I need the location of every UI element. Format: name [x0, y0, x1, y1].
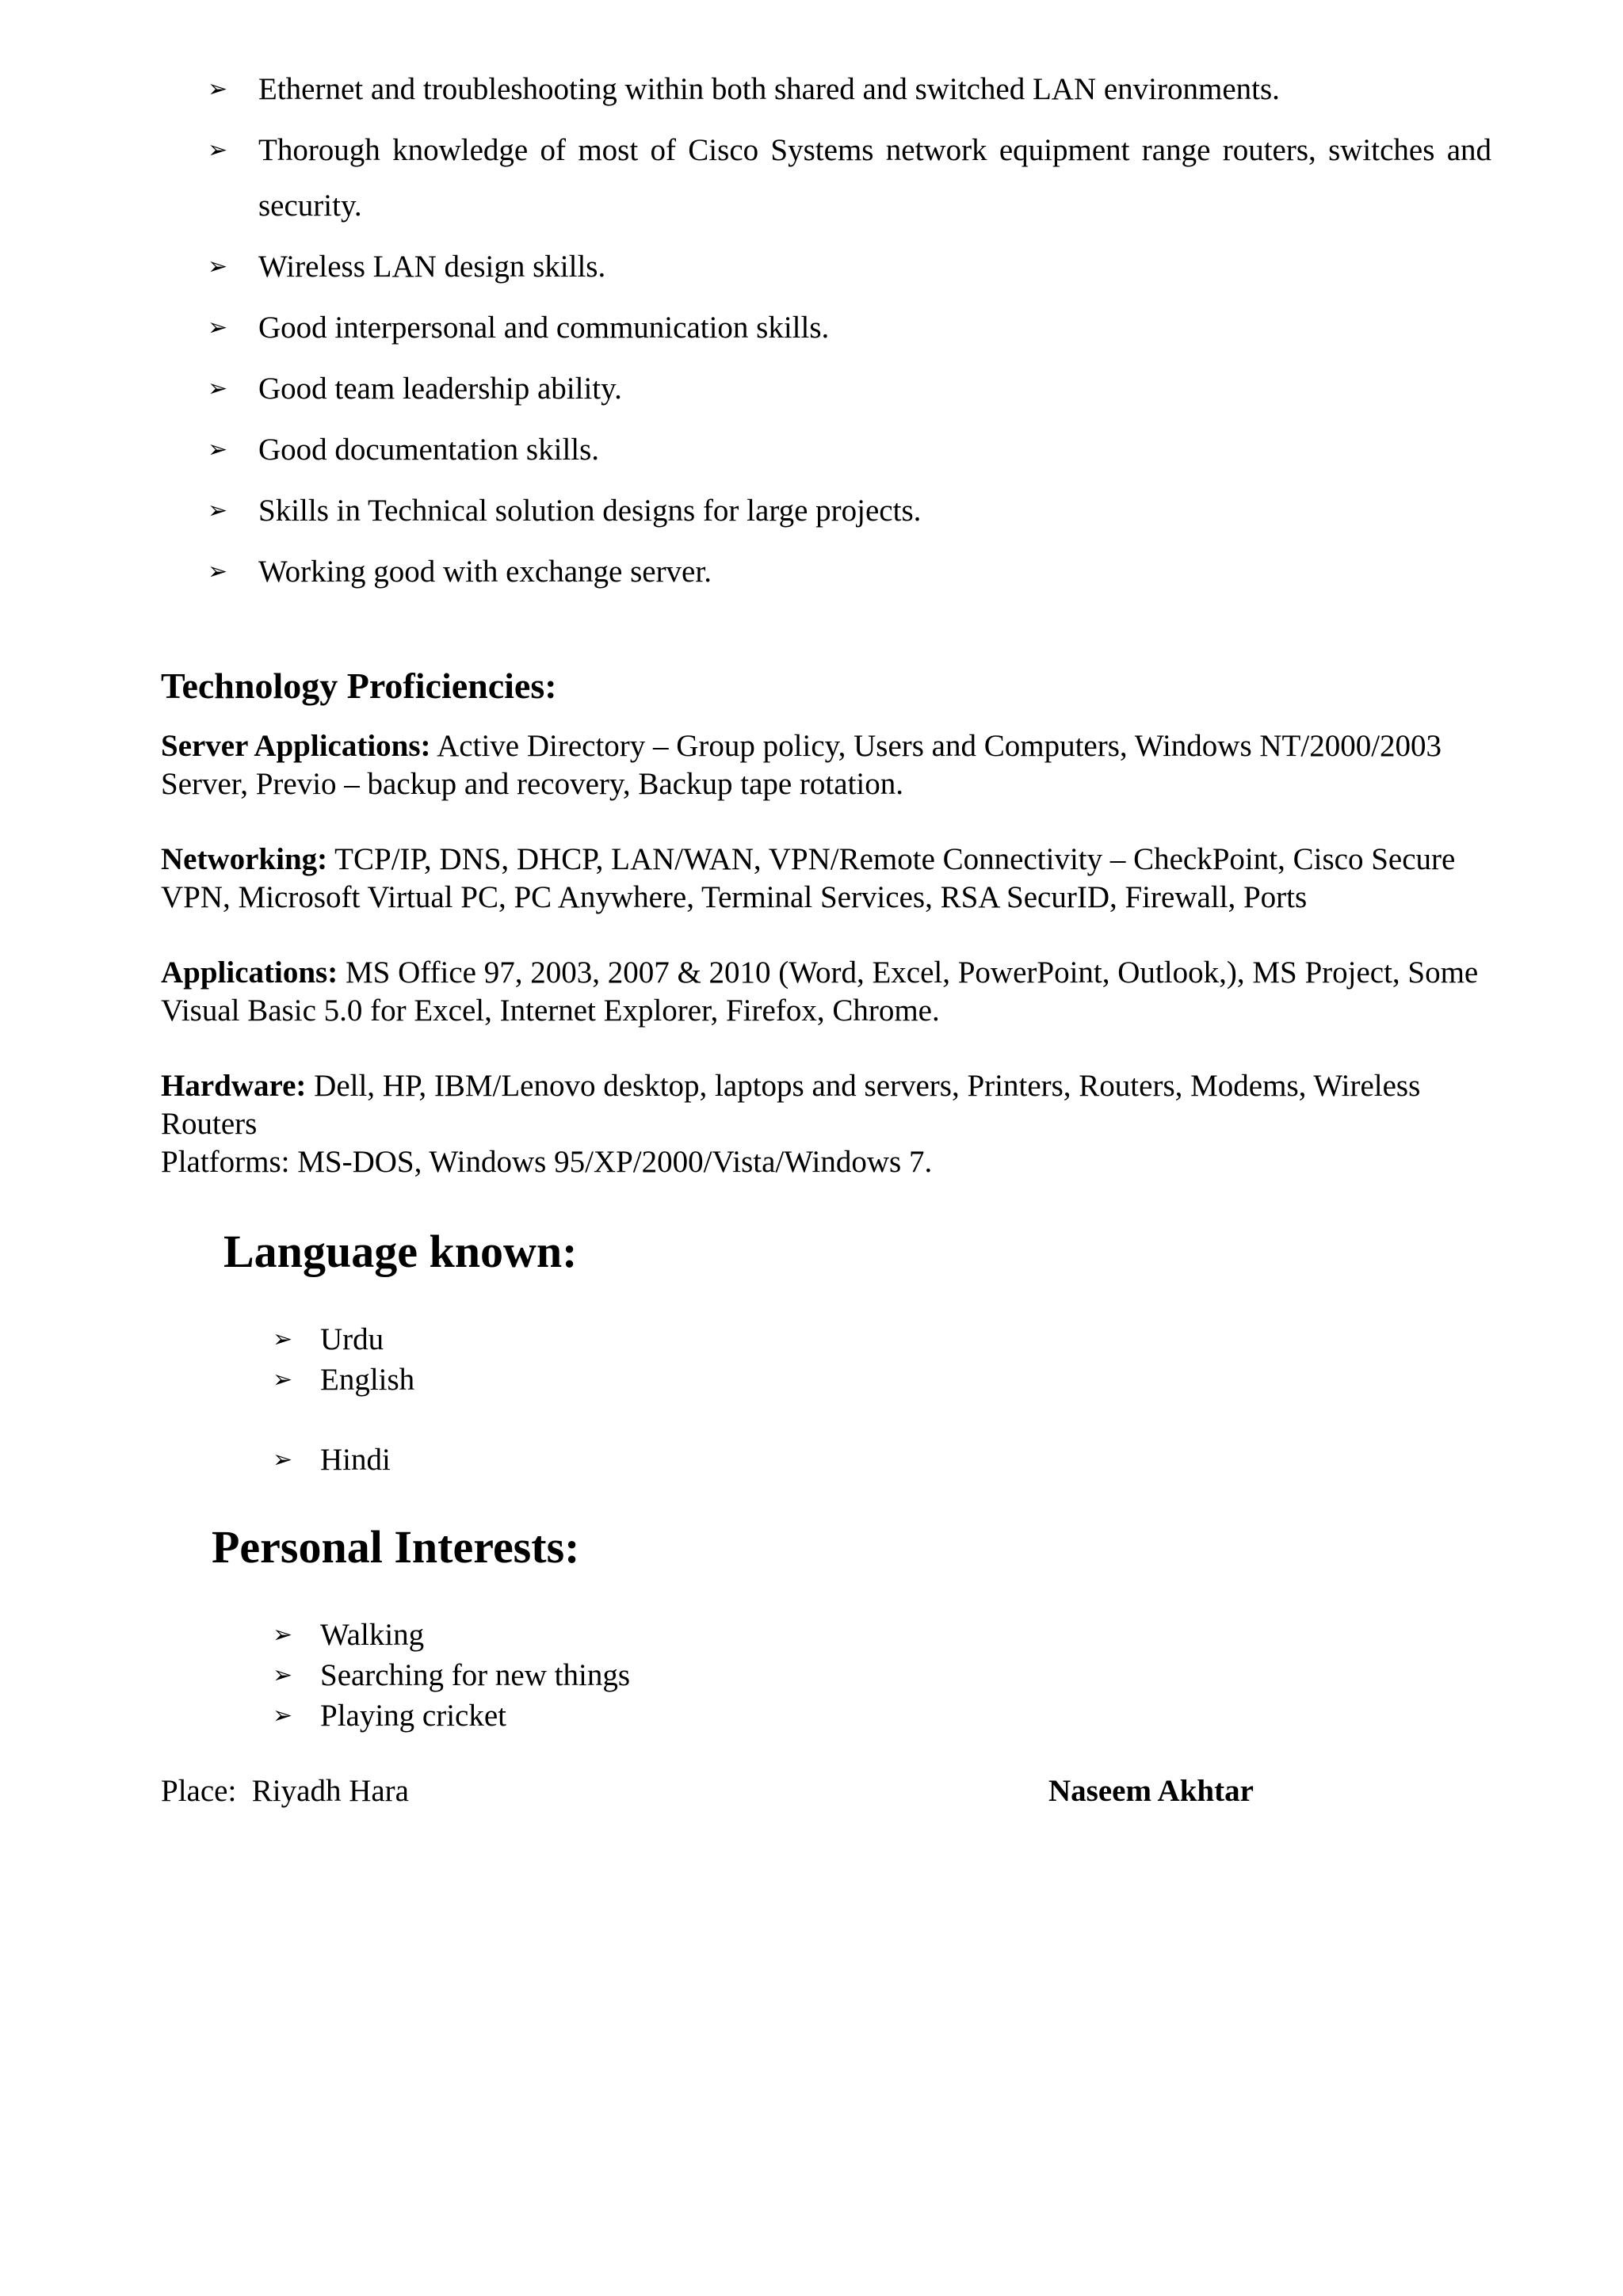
language-text: Urdu	[320, 1322, 384, 1356]
list-item	[208, 123, 1491, 234]
arrow-bullet-icon: ➢	[273, 1325, 293, 1353]
place-text: Place: Riyadh Hara	[161, 1774, 409, 1808]
list-item	[273, 1319, 414, 1360]
networking-text: TCP/IP, DNS, DHCP, LAN/WAN, VPN/Remote Connectivity – CheckPoint, Cisco Secure VPN, Microsoft Virtual PC, PC Anywhere, Terminal Services, RSA SecurID, Firewall, Ports	[161, 842, 1456, 914]
server-applications-label: Server Applications:	[161, 729, 431, 763]
arrow-bullet-icon: ➢	[208, 497, 228, 524]
interest-text: Searching for new things	[320, 1658, 630, 1692]
hardware-label: Hardware:	[161, 1069, 307, 1103]
platforms-line: Platforms: MS-DOS, Windows 95/XP/2000/Vista/Windows 7.	[161, 1145, 933, 1179]
interests-heading: Personal Interests:	[212, 1521, 580, 1573]
list-item	[273, 1655, 630, 1695]
skill-text: Good interpersonal and communication skills.	[258, 311, 830, 345]
list-item	[208, 483, 1491, 539]
language-text: Hindi	[320, 1443, 391, 1477]
interests-list	[273, 1615, 630, 1736]
arrow-bullet-icon: ➢	[273, 1366, 293, 1394]
arrow-bullet-icon: ➢	[273, 1661, 293, 1689]
arrow-bullet-icon: ➢	[208, 253, 228, 280]
arrow-bullet-icon: ➢	[208, 375, 228, 402]
hardware-paragraph	[161, 1067, 1492, 1143]
applications-label: Applications:	[161, 955, 338, 990]
list-item	[273, 1360, 414, 1400]
list-item	[208, 300, 1491, 356]
skills-list	[208, 62, 1491, 605]
skill-text: Ethernet and troubleshooting within both shared and switched LAN environments.	[258, 72, 1280, 106]
languages-list	[273, 1319, 414, 1480]
list-item	[208, 544, 1491, 600]
list-item	[273, 1440, 414, 1480]
skill-text: Working good with exchange server.	[258, 555, 712, 589]
arrow-bullet-icon: ➢	[273, 1446, 293, 1474]
networking-paragraph	[161, 841, 1492, 917]
arrow-bullet-icon: ➢	[208, 75, 228, 103]
hardware-text: Dell, HP, IBM/Lenovo desktop, laptops and servers, Printers, Routers, Modems, Wireless Routers	[161, 1069, 1421, 1141]
arrow-bullet-icon: ➢	[208, 436, 228, 463]
arrow-bullet-icon: ➢	[208, 136, 228, 164]
skill-text: Thorough knowledge of most of Cisco Systems network equipment range routers, switches and security.	[258, 133, 1491, 223]
list-item	[208, 422, 1491, 478]
interest-text: Walking	[320, 1618, 425, 1652]
technology-heading: Technology Proficiencies:	[161, 666, 557, 706]
list-item	[208, 62, 1491, 117]
list-item	[273, 1615, 630, 1655]
language-text: English	[320, 1363, 415, 1397]
list-item	[273, 1695, 630, 1736]
skill-text: Skills in Technical solution designs for large projects.	[258, 494, 922, 528]
interest-text: Playing cricket	[320, 1699, 507, 1733]
server-applications-text: Active Directory – Group policy, Users and Computers, Windows NT/2000/2003 Server, Previo – backup and recovery, Backup tape rotation.	[161, 729, 1442, 801]
arrow-bullet-icon: ➢	[273, 1702, 293, 1730]
list-item	[208, 239, 1491, 295]
arrow-bullet-icon: ➢	[208, 558, 228, 585]
signature-name: Naseem Akhtar	[1048, 1774, 1254, 1808]
server-applications-paragraph	[161, 727, 1492, 803]
arrow-bullet-icon: ➢	[273, 1621, 293, 1649]
skill-text: Wireless LAN design skills.	[258, 250, 606, 284]
languages-heading: Language known:	[223, 1226, 578, 1277]
networking-label: Networking:	[161, 842, 328, 876]
applications-paragraph	[161, 954, 1492, 1030]
applications-text: MS Office 97, 2003, 2007 & 2010 (Word, Excel, PowerPoint, Outlook,), MS Project, Some Visual Basic 5.0 for Excel, Internet Explorer, Firefox, Chrome.	[161, 955, 1479, 1028]
arrow-bullet-icon: ➢	[208, 314, 228, 341]
skill-text: Good documentation skills.	[258, 433, 600, 467]
skill-text: Good team leadership ability.	[258, 372, 622, 406]
list-item	[208, 361, 1491, 417]
